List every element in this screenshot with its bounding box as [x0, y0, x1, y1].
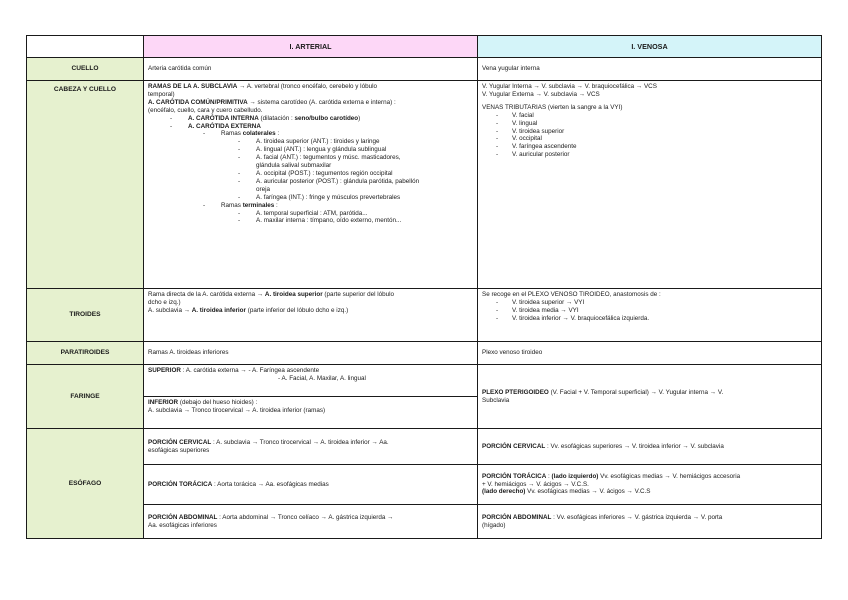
text-line: PORCIÓN ABDOMINAL : Vv. esofágicas inferiores → V. gástrica izquierda → V. porta [482, 513, 723, 521]
list-item: - A. CARÓTIDA INTERNA (dilatación : seno/bulbo carotídeo) [170, 114, 361, 122]
text-line: temporal) [148, 90, 175, 98]
text-line: V. Yugular Interna → V. subclavia → V. braquiocefálica → VCS [482, 83, 657, 90]
text-line: V. Yugular Externa → V. subclavia → VCS [482, 90, 600, 98]
list-item: - V. tiroidea media → VYI [496, 306, 579, 314]
faringe-venosa [478, 365, 822, 429]
list-item: - A. temporal superficial : ATM, parótida... [238, 209, 368, 217]
esofago-abdominal-venosa [478, 505, 822, 539]
cabeza-venosa [478, 81, 822, 289]
label-cuello: CUELLO [27, 58, 144, 81]
esofago-toracica-venosa [478, 465, 822, 505]
esofago-abdominal-arterial [144, 505, 478, 539]
list-item: - A. CARÓTIDA EXTERNA [170, 122, 261, 130]
row-cuello [27, 58, 822, 81]
text-line: (encéfalo, cuello, cara y cuero cabelludo. [148, 106, 263, 114]
paratiroides-venosa: Plexo venoso tiroideo [478, 342, 822, 365]
list-item: - Ramas terminales : [203, 201, 278, 209]
text-line: + V. hemiácigos → V. ácigos → V.C.S. [482, 480, 589, 488]
header-venosa: I. VENOSA [478, 36, 822, 58]
text-line: PORCIÓN TORÁCICA : Aorta torácica → Aa. esofágicas medias [148, 480, 329, 488]
list-item: - V. tiroidea inferior → V. braquiocefálica izquierda. [496, 314, 650, 322]
row-tiroides [27, 289, 822, 342]
text-line: PORCIÓN TORÁCICA : (lado izquierdo) Vv. esofágicas medias → V. hemiácigos accesoria [482, 472, 741, 480]
paratiroides-arterial: Ramas A. tiroideas inferiores [144, 342, 478, 365]
text-line: oreja [256, 185, 271, 193]
tiroides-venosa [478, 289, 822, 342]
cuello-arterial: Arteria carótida común [144, 58, 478, 81]
header-arterial: I. ARTERIAL [144, 36, 478, 58]
text-line: VENAS TRIBUTARIAS (vierten la sangre a la VYI) [482, 103, 623, 111]
text-line: PORCIÓN ABDOMINAL : Aorta abdominal → Tronco celíaco → A. gástrica izquierda → [148, 513, 394, 521]
text-line: Se recoge en el PLEXO VENOSO TIROIDEO, anastomosis de : [482, 291, 661, 298]
text-line: (lado derecho) Vv. esofágicas medias → V. ácigos → V.C.S [482, 488, 651, 496]
esofago-cervical-arterial [144, 429, 478, 465]
list-item: - V. tiroidea superior → VYI [496, 298, 585, 306]
list-item: - A. tiroidea superior (ANT.) : tiroides y laringe [238, 138, 380, 146]
label-faringe: FARINGE [27, 365, 144, 429]
header-blank [27, 36, 144, 58]
faringe-superior-arterial [144, 365, 478, 397]
text-line: PLEXO PTERIGOIDEO (V. Facial + V. Temporal superficial) → V. Yugular interna → V. [482, 388, 724, 396]
text-line: RAMAS DE LA A. SUBCLAVIA → A. vertebral (tronco encéfalo, cerebelo y lóbulo [148, 83, 377, 90]
text-line: - A. Facial, A. Maxilar, A. lingual [278, 374, 366, 382]
faringe-inferior-arterial [144, 397, 478, 429]
text-line: A. subclavia → A. tiroidea inferior (parte inferior del lóbulo dcho e izq.) [148, 306, 349, 314]
label-paratiroides: PARATIROIDES [27, 342, 144, 365]
list-item: - V. auricular posterior [496, 151, 570, 159]
text-line: dcho e izq.) [148, 298, 181, 306]
list-item: - A. lingual (ANT.) : lengua y glándula sublingual [238, 146, 387, 154]
list-item: - A. occipital (POST.) : tegumentos región occipital [238, 169, 393, 177]
label-esofago: ESÓFAGO [27, 429, 144, 539]
list-item: - V. occipital [496, 135, 542, 143]
text-line: Subclavia [482, 396, 510, 404]
text-line: esofágicas superiores [148, 446, 210, 454]
esofago-toracica-arterial [144, 465, 478, 505]
row-esofago-abdominal [27, 505, 822, 539]
cabeza-arterial [144, 81, 478, 289]
label-cabeza-cuello: CABEZA Y CUELLO [27, 81, 144, 289]
list-item: - V. faríngea ascendente [496, 143, 577, 151]
text-line: glándula salival submaxilar [256, 162, 332, 170]
list-item: - V. facial [496, 111, 534, 119]
list-item: - V. tiroidea superior [496, 127, 565, 135]
row-esofago-cervical [27, 429, 822, 465]
list-item: - A. facial (ANT.) : tegumentos y músc. masticadores, [238, 154, 401, 162]
text-line: Rama directa de la A. carótida externa → A. tiroidea superior (parte superior del lóbulo [148, 291, 395, 298]
list-item: - A. auricular posterior (POST.) : glándula parótida, pabellón [238, 177, 420, 185]
tiroides-arterial [144, 289, 478, 342]
list-item: - A. faríngea (INT.) : fringe y músculos prevertebrales [238, 193, 401, 201]
text-line: A. subclavia → Tronco tirocervical → A. tiroidea inferior (ramas) [148, 406, 326, 414]
header-row [27, 36, 822, 58]
text-line: A. CARÓTIDA COMÚN/PRIMITIVA → sistema carotídeo (A. carótida externa e interna) : [148, 98, 396, 106]
row-cabeza-cuello [27, 81, 822, 289]
text-line: PORCIÓN CERVICAL : Vv. esofágicas superiores → V. tiroidea inferior → V. subclavia [482, 442, 724, 450]
text-line: INFERIOR (debajo del hueso hioides) : [148, 399, 258, 406]
text-line: (hígado) [482, 521, 506, 529]
text-line: Aa. esofágicas inferiores [148, 521, 217, 529]
label-tiroides: TIROIDES [27, 289, 144, 342]
list-item: - Ramas colaterales : [203, 130, 280, 138]
row-esofago-toracica [27, 465, 822, 505]
text-line: PORCIÓN CERVICAL : A. subclavia → Tronco tirocervical → A. tiroidea inferior → Aa. [148, 438, 389, 446]
cuello-venosa: Vena yugular interna [478, 58, 822, 81]
row-paratiroides [27, 342, 822, 365]
list-item: - V. lingual [496, 119, 538, 127]
list-item: - A. maxilar interna : tímpano, oído externo, mentón... [238, 217, 402, 225]
anatomy-table [26, 35, 822, 539]
esofago-cervical-venosa [478, 429, 822, 465]
text-line: SUPERIOR : A. carótida externa → - A. Faríngea ascendente [148, 367, 320, 374]
row-faringe-superior [27, 365, 822, 397]
